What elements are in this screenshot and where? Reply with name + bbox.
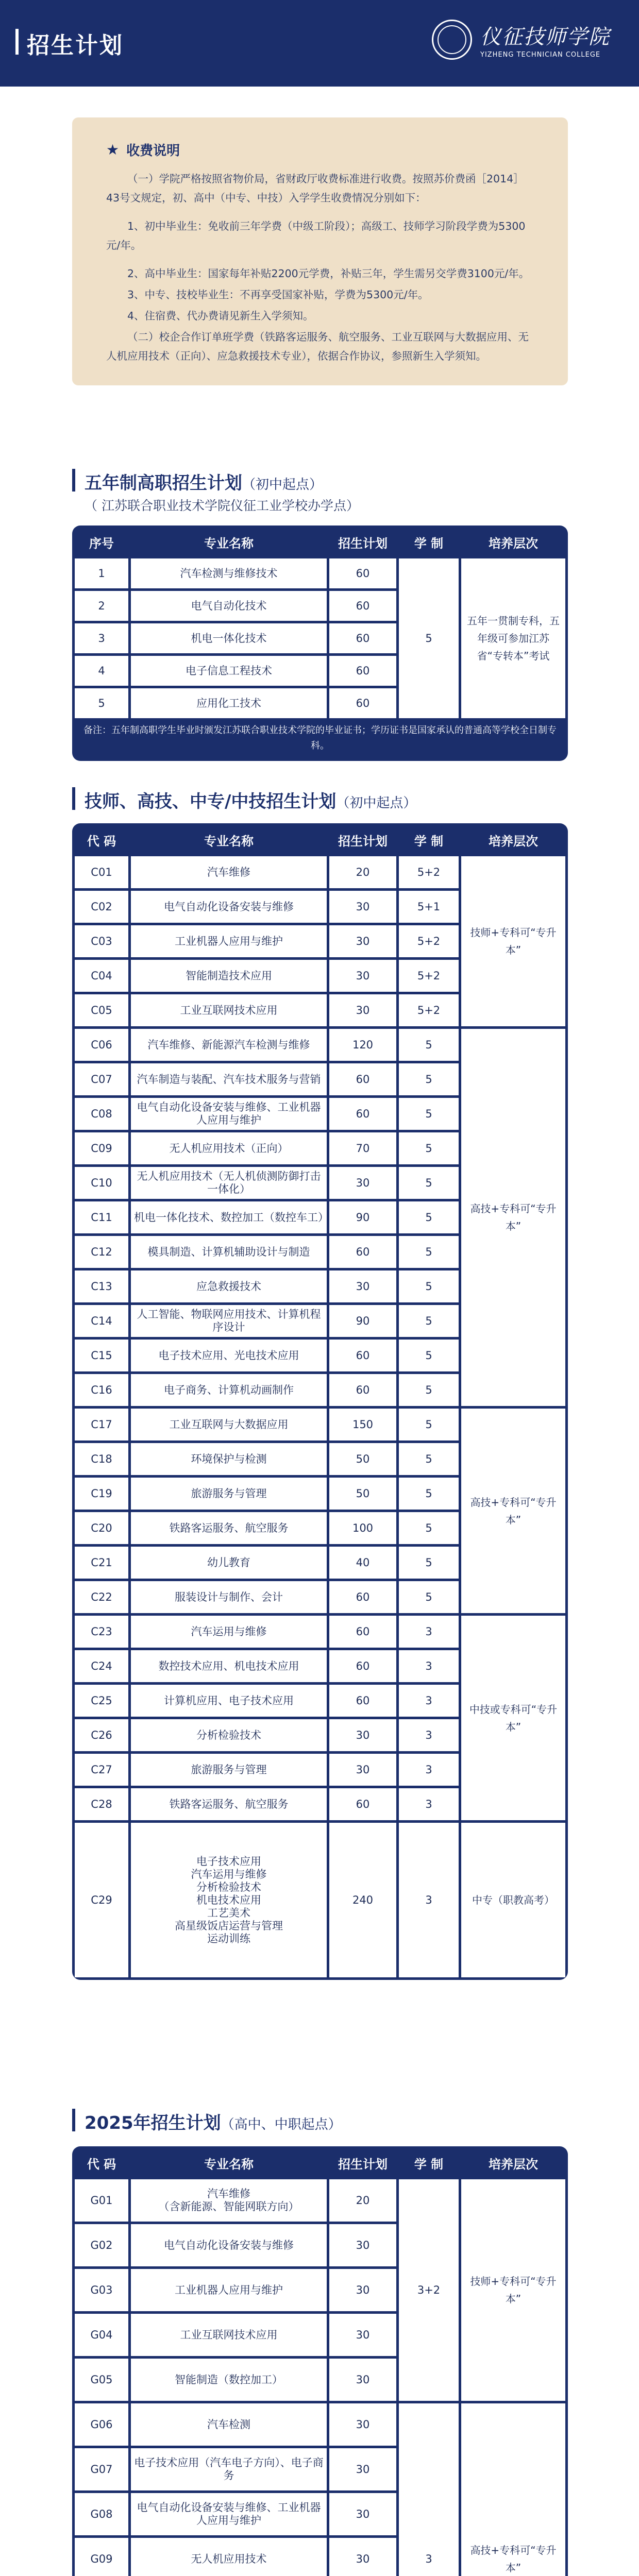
duration: 3: [399, 1616, 459, 1648]
major-name: 电子信息工程技术: [131, 656, 327, 686]
code: C23: [75, 1616, 128, 1648]
duration: 3: [399, 2403, 459, 2576]
code: C14: [75, 1305, 128, 1337]
enroll-plan: 30: [329, 2359, 396, 2401]
code: C20: [75, 1512, 128, 1544]
major-name: 智能制造技术应用: [131, 960, 327, 992]
five-year-table: [72, 526, 568, 721]
section-note: （ 江苏联合职业技术学院仪征工业学校办学点）: [85, 498, 359, 513]
enroll-plan: 150: [329, 1409, 396, 1440]
logo-name-cn: 仪征技师学院: [480, 25, 610, 49]
major-name: 电气自动化设备安装与维修: [131, 891, 327, 923]
code: C21: [75, 1547, 128, 1579]
col-header: 专业名称: [131, 528, 327, 556]
major-name: 人工智能、物联网应用技术、计算机程序设计: [131, 1305, 327, 1337]
col-header: 专业名称: [131, 826, 327, 854]
code: C12: [75, 1236, 128, 1268]
code: C26: [75, 1719, 128, 1751]
enroll-plan: 30: [329, 2448, 396, 2490]
code: C13: [75, 1270, 128, 1302]
table-row: [75, 1029, 565, 1061]
code: C08: [75, 1098, 128, 1130]
enroll-plan: 60: [329, 1788, 396, 1820]
major-name: 汽车维修 （含新能源、智能网联方向）: [131, 2179, 327, 2222]
major-name: 模具制造、计算机辅助设计与制造: [131, 1236, 327, 1268]
duration: 5: [399, 1409, 459, 1440]
row-no: 3: [75, 623, 128, 653]
code: G09: [75, 2538, 128, 2576]
fee-paragraph: 3、中专、技校毕业生：不再享受国家补贴，学费为5300元/年。: [127, 289, 429, 301]
enroll-plan: 60: [329, 1340, 396, 1371]
code: G05: [75, 2359, 128, 2401]
logo-name-en: YIZHENG TECHNICIAN COLLEGE: [480, 51, 601, 59]
code: G03: [75, 2269, 128, 2311]
major-name: 幼儿教育: [131, 1547, 327, 1579]
enroll-plan: 30: [329, 994, 396, 1026]
technician-table: [72, 823, 568, 1980]
major-name: 电气自动化设备安装与维修: [131, 2224, 327, 2266]
duration: 5: [399, 1374, 459, 1406]
row-no: 5: [75, 688, 128, 718]
duration: 5: [399, 1270, 459, 1302]
fee-title: 收费说明: [126, 143, 180, 159]
training-level: 技师+专科可“专升本”: [461, 856, 565, 1026]
enroll-plan: 60: [329, 1650, 396, 1682]
major-name: 工业机器人应用与维护: [131, 925, 327, 957]
code: C19: [75, 1478, 128, 1510]
major-name: 无人机应用技术（无人机侦测防御打击一体化）: [131, 1167, 327, 1199]
col-header: 学 制: [399, 528, 459, 556]
training-level: 技师+专科可“专升本”: [461, 2179, 565, 2401]
training-level: 高技+专科可“专升本”: [461, 2403, 565, 2576]
code: C24: [75, 1650, 128, 1682]
duration: 5+1: [399, 891, 459, 923]
major-name: 无人机应用技术: [131, 2538, 327, 2576]
code: G06: [75, 2403, 128, 2446]
code: G01: [75, 2179, 128, 2222]
code: G07: [75, 2448, 128, 2490]
col-header: 学 制: [399, 826, 459, 854]
major-name: 汽车制造与装配、汽车技术服务与营销: [131, 1063, 327, 1095]
training-level: 中技或专科可“专升本”: [461, 1616, 565, 1820]
enroll-plan: 120: [329, 1029, 396, 1061]
major-name: 电气自动化技术: [131, 591, 327, 621]
code: C11: [75, 1201, 128, 1233]
enroll-plan: 60: [329, 1063, 396, 1095]
enroll-plan: 30: [329, 2403, 396, 2446]
code: C27: [75, 1754, 128, 1786]
code: C05: [75, 994, 128, 1026]
code: G02: [75, 2224, 128, 2266]
enroll-plan: 20: [329, 856, 396, 888]
table-row: [75, 856, 565, 888]
section-accent-bar: [72, 469, 75, 492]
major-name: 电子技术应用、光电技术应用: [131, 1340, 327, 1371]
section-title: 五年制高职招生计划（初中起点）: [85, 473, 323, 494]
enroll-plan: 30: [329, 925, 396, 957]
enroll-plan: 60: [329, 1236, 396, 1268]
training-level: 五年一贯制专科，五年级可参加江苏省“专转本”考试: [461, 558, 565, 718]
col-header: 学 制: [399, 2149, 459, 2177]
enroll-plan: 100: [329, 1512, 396, 1544]
enroll-plan: 50: [329, 1443, 396, 1475]
seal-icon: [432, 20, 472, 60]
major-name: 应用化工技术: [131, 688, 327, 718]
code: C28: [75, 1788, 128, 1820]
fee-explanation-box: [72, 117, 568, 385]
table-row: [75, 2179, 565, 2222]
enroll-plan: 60: [329, 656, 396, 686]
major-name: 铁路客运服务、航空服务: [131, 1788, 327, 1820]
fee-paragraph: 2、高中毕业生：国家每年补贴2200元学费，补贴三年，学生需另交学费3100元/年。: [127, 267, 530, 280]
code: C07: [75, 1063, 128, 1095]
enroll-plan: 30: [329, 2493, 396, 2535]
major-name: 应急救援技术: [131, 1270, 327, 1302]
title-accent-bar: [15, 29, 19, 55]
fee-paragraph: 4、住宿费、代办费请见新生入学须知。: [127, 310, 314, 322]
enroll-plan: 60: [329, 1374, 396, 1406]
star-icon: ★: [106, 141, 120, 158]
duration: 5: [399, 1098, 459, 1130]
enroll-plan: 30: [329, 2224, 396, 2266]
section-accent-bar: [72, 2109, 75, 2131]
col-header: 培养层次: [461, 528, 565, 556]
major-name: 无人机应用技术（正向）: [131, 1132, 327, 1164]
major-name: 工业互联网技术应用: [131, 994, 327, 1026]
major-name: 智能制造（数控加工）: [131, 2359, 327, 2401]
college-logo: [432, 20, 610, 60]
code: C04: [75, 960, 128, 992]
duration: 5: [399, 1201, 459, 1233]
code: C10: [75, 1167, 128, 1199]
duration: 5: [399, 1443, 459, 1475]
enroll-plan: 30: [329, 891, 396, 923]
major-name: 汽车运用与维修: [131, 1616, 327, 1648]
duration: 3: [399, 1823, 459, 1977]
duration: 3: [399, 1650, 459, 1682]
enroll-plan: 60: [329, 558, 396, 588]
header-banner: [0, 0, 639, 87]
major-name: 工业互联网与大数据应用: [131, 1409, 327, 1440]
code: C01: [75, 856, 128, 888]
major-name: 汽车检测与维修技术: [131, 558, 327, 588]
code: C18: [75, 1443, 128, 1475]
duration: 3: [399, 1788, 459, 1820]
fee-paragraph: 1、初中毕业生：免收前三年学费（中级工阶段）；高级工、技师学习阶段学费为5300元/年。: [106, 220, 526, 251]
code: C06: [75, 1029, 128, 1061]
code: C25: [75, 1685, 128, 1717]
duration: 5: [399, 1063, 459, 1095]
duration: 5+2: [399, 925, 459, 957]
duration: 5+2: [399, 856, 459, 888]
major-name: 汽车维修、新能源汽车检测与维修: [131, 1029, 327, 1061]
enroll-plan: 60: [329, 623, 396, 653]
duration: 3: [399, 1685, 459, 1717]
plan-2025-table-card: [72, 2146, 568, 2576]
duration: 5: [399, 1132, 459, 1164]
code: G08: [75, 2493, 128, 2535]
col-header: 序号: [75, 528, 128, 556]
major-name: 汽车检测: [131, 2403, 327, 2446]
major-name: 电子技术应用 汽车运用与维修 分析检验技术 机电技术应用 工艺美术 高星级饭店运营与管理 运动训练: [131, 1823, 327, 1977]
col-header: 招生计划: [329, 2149, 396, 2177]
enroll-plan: 30: [329, 1754, 396, 1786]
col-header: 培养层次: [461, 2149, 565, 2177]
major-name: 机电一体化技术、数控加工（数控车工）: [131, 1201, 327, 1233]
col-header: 招生计划: [329, 826, 396, 854]
table-row: [75, 1616, 565, 1648]
fee-paragraph: （一）学院严格按照省物价局，省财政厅收费标准进行收费。按照苏价费函［2014］43号文规定，初、高中（中专、中技）入学学生收费情况分别如下：: [106, 173, 524, 204]
technician-table-card: [72, 823, 568, 1980]
table-footnote: 备注：五年制高职学生毕业时颁发江苏联合职业技术学院的毕业证书；学历证书是国家承认的普通高等学校全日制专科。: [83, 725, 557, 751]
code: C09: [75, 1132, 128, 1164]
major-name: 计算机应用、电子技术应用: [131, 1685, 327, 1717]
row-no: 1: [75, 558, 128, 588]
major-name: 电气自动化设备安装与维修、工业机器人应用与维护: [131, 2493, 327, 2535]
code: C15: [75, 1340, 128, 1371]
major-name: 工业互联网技术应用: [131, 2314, 327, 2356]
fee-paragraph: （二）校企合作订单班学费（铁路客运服务、航空服务、工业互联网与大数据应用、无人机应用技术（正向）、应急救援技术专业），依据合作协议，参照新生入学须知。: [106, 331, 529, 362]
enroll-plan: 70: [329, 1132, 396, 1164]
col-header: 代 码: [75, 2149, 128, 2177]
major-name: 铁路客运服务、航空服务: [131, 1512, 327, 1544]
code: C03: [75, 925, 128, 957]
major-name: 电子商务、计算机动画制作: [131, 1374, 327, 1406]
duration: 3: [399, 1719, 459, 1751]
row-no: 4: [75, 656, 128, 686]
section-title: 2025年招生计划（高中、中职起点）: [85, 2113, 342, 2133]
code: C17: [75, 1409, 128, 1440]
enroll-plan: 30: [329, 2314, 396, 2356]
training-level: 中专（职教高考）: [461, 1823, 565, 1977]
duration: 5: [399, 1236, 459, 1268]
enroll-plan: 50: [329, 1478, 396, 1510]
duration: 5: [399, 1478, 459, 1510]
enroll-plan: 60: [329, 1616, 396, 1648]
duration: 5: [399, 1581, 459, 1613]
duration: 3: [399, 1754, 459, 1786]
duration: 5: [399, 558, 459, 718]
enroll-plan: 40: [329, 1547, 396, 1579]
major-name: 电子技术应用（汽车电子方向）、电子商务: [131, 2448, 327, 2490]
duration: 5: [399, 1167, 459, 1199]
duration: 5: [399, 1547, 459, 1579]
duration: 5: [399, 1512, 459, 1544]
enroll-plan: 240: [329, 1823, 396, 1977]
major-name: 机电一体化技术: [131, 623, 327, 653]
major-name: 分析检验技术: [131, 1719, 327, 1751]
major-name: 工业机器人应用与维护: [131, 2269, 327, 2311]
enroll-plan: 60: [329, 688, 396, 718]
major-name: 服装设计与制作、会计: [131, 1581, 327, 1613]
code: C29: [75, 1823, 128, 1977]
duration: 5: [399, 1029, 459, 1061]
duration: 5: [399, 1340, 459, 1371]
section-accent-bar: [72, 787, 75, 810]
table-row: [75, 2403, 565, 2446]
enroll-plan: 60: [329, 1685, 396, 1717]
row-no: 2: [75, 591, 128, 621]
five-year-table-card: [72, 526, 568, 761]
training-level: 高技+专科可“专升本”: [461, 1409, 565, 1613]
col-header: 代 码: [75, 826, 128, 854]
major-name: 旅游服务与管理: [131, 1754, 327, 1786]
col-header: 培养层次: [461, 826, 565, 854]
enroll-plan: 60: [329, 1581, 396, 1613]
code: G04: [75, 2314, 128, 2356]
plan-2025-table: [72, 2146, 568, 2576]
code: C22: [75, 1581, 128, 1613]
code: C02: [75, 891, 128, 923]
duration: 5+2: [399, 960, 459, 992]
page-title: 招生计划: [27, 32, 124, 59]
enroll-plan: 90: [329, 1305, 396, 1337]
enroll-plan: 30: [329, 1719, 396, 1751]
major-name: 汽车维修: [131, 856, 327, 888]
enroll-plan: 30: [329, 2269, 396, 2311]
enroll-plan: 30: [329, 2538, 396, 2576]
table-row: [75, 558, 565, 588]
enroll-plan: 60: [329, 1098, 396, 1130]
table-row: [75, 1823, 565, 1977]
col-header: 招生计划: [329, 528, 396, 556]
enroll-plan: 30: [329, 1167, 396, 1199]
major-name: 电气自动化设备安装与维修、工业机器人应用与维护: [131, 1098, 327, 1130]
section-title: 技师、高技、中专/中技招生计划（初中起点）: [85, 791, 417, 812]
enroll-plan: 30: [329, 960, 396, 992]
training-level: 高技+专科可“专升本”: [461, 1029, 565, 1406]
enroll-plan: 30: [329, 1270, 396, 1302]
code: C16: [75, 1374, 128, 1406]
major-name: 环境保护与检测: [131, 1443, 327, 1475]
duration: 5: [399, 1305, 459, 1337]
major-name: 数控技术应用、机电技术应用: [131, 1650, 327, 1682]
table-row: [75, 1409, 565, 1440]
duration: 5+2: [399, 994, 459, 1026]
enroll-plan: 20: [329, 2179, 396, 2222]
major-name: 旅游服务与管理: [131, 1478, 327, 1510]
duration: 3+2: [399, 2179, 459, 2401]
col-header: 专业名称: [131, 2149, 327, 2177]
enroll-plan: 90: [329, 1201, 396, 1233]
enroll-plan: 60: [329, 591, 396, 621]
